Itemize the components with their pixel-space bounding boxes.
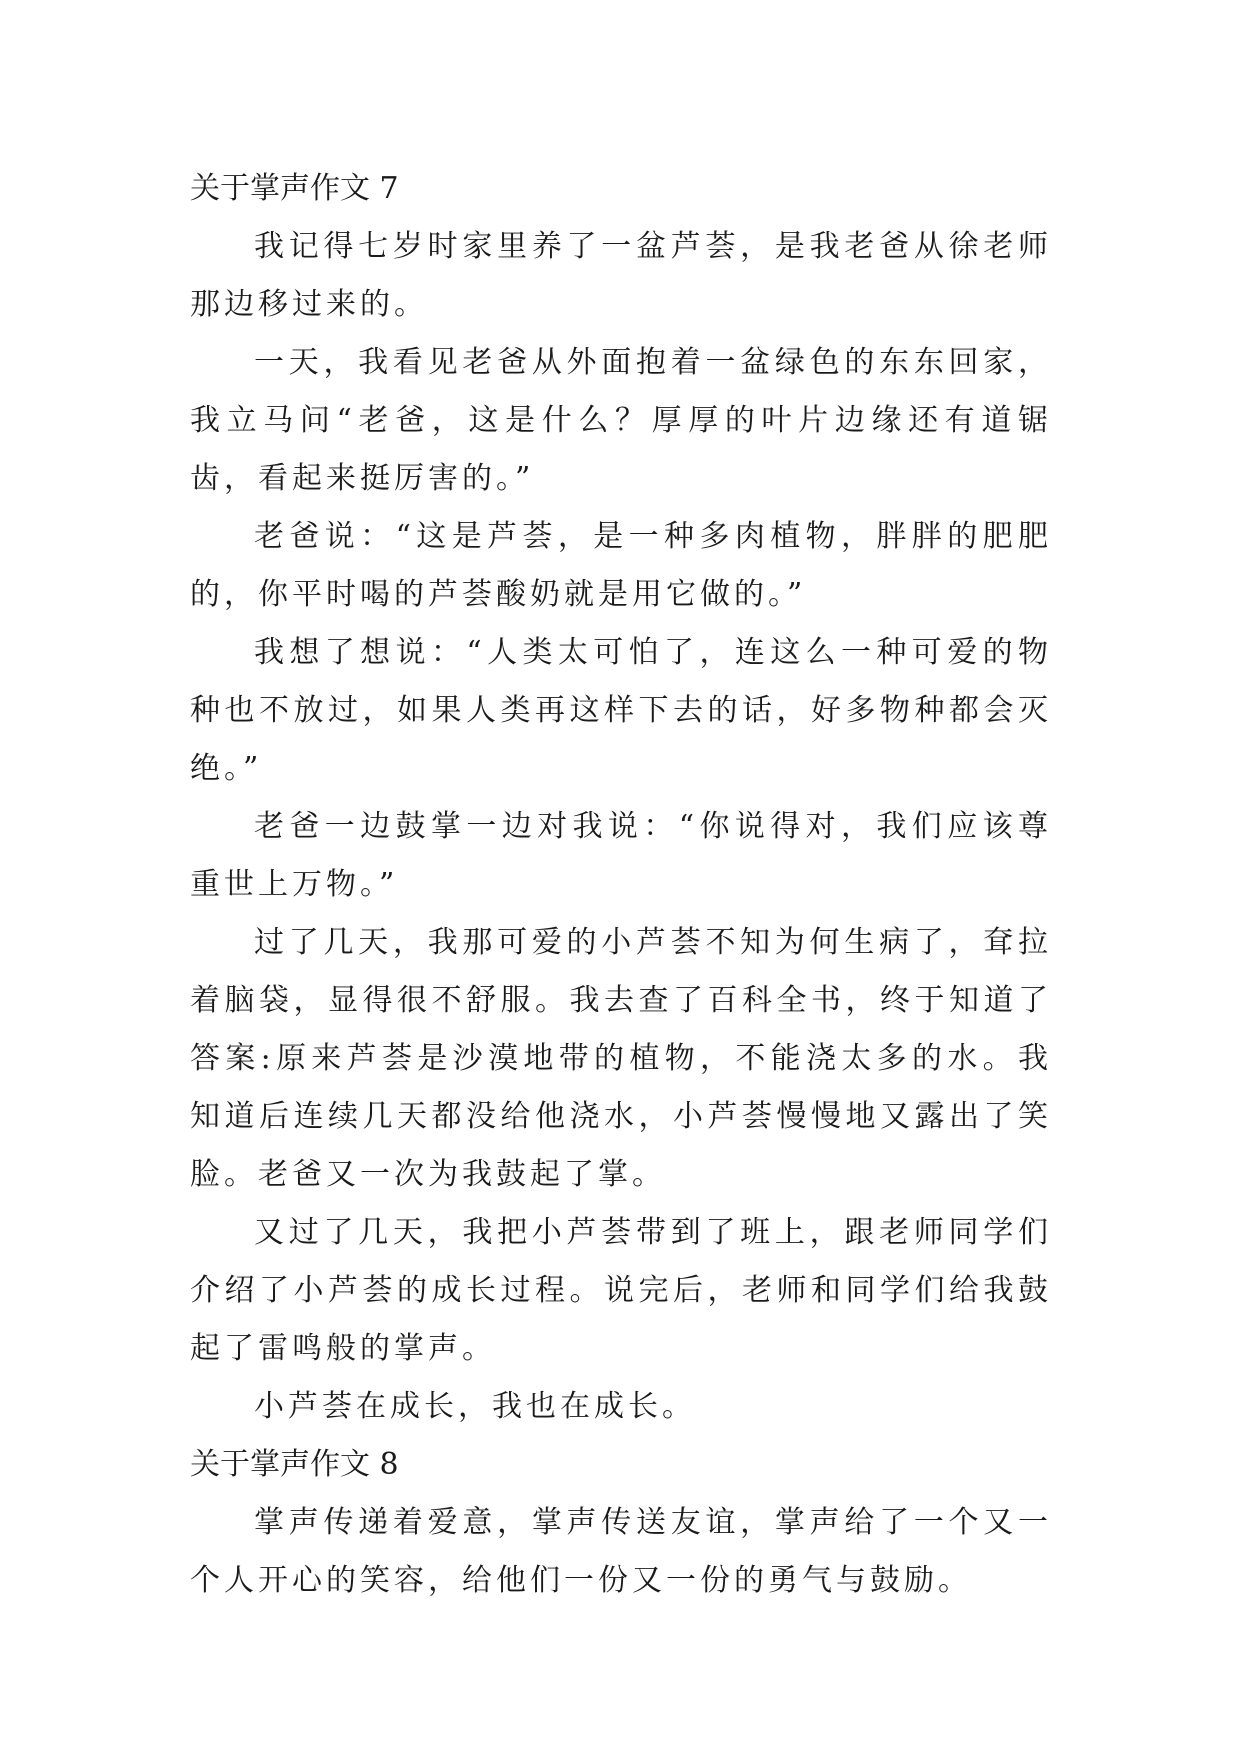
paragraph: 掌声传递着爱意，掌声传送友谊，掌声给了一个又一个人开心的笑容，给他们一份又一份的勇气与鼓励。: [190, 1505, 1052, 1598]
paragraph: 我想了想说：“人类太可怕了，连这么一种可爱的物种也不放过，如果人类再这样下去的话，好多物种都会灭绝。”: [190, 635, 1052, 786]
paragraph: 又过了几天，我把小芦荟带到了班上，跟老师同学们介绍了小芦荟的成长过程。说完后，老师和同学们给我鼓起了雷鸣般的掌声。: [190, 1215, 1052, 1366]
paragraph: 老爸一边鼓掌一边对我说：“你说得对，我们应该尊重世上万物。”: [190, 809, 1052, 902]
document-page: [190, 160, 1052, 1610]
essay-section-8: [190, 1436, 1052, 1610]
essay-section-7: [190, 160, 1052, 1436]
paragraph: 小芦荟在成长，我也在成长。: [254, 1389, 696, 1424]
paragraph: 一天，我看见老爸从外面抱着一盆绿色的东东回家，我立马问“老爸，这是什么？厚厚的叶片边缘还有道锯齿，看起来挺厉害的。”: [190, 345, 1052, 496]
section-title: 关于掌声作文 8: [190, 1447, 399, 1482]
paragraph: 过了几天，我那可爱的小芦荟不知为何生病了，耷拉着脑袋，显得很不舒服。我去查了百科全书，终于知道了答案:原来芦荟是沙漠地带的植物，不能浇太多的水。我知道后连续几天都没给他浇水，小芦荟慢慢地又露出了笑脸。老爸又一次为我鼓起了掌。: [190, 925, 1052, 1192]
paragraph: 我记得七岁时家里养了一盆芦荟，是我老爸从徐老师那边移过来的。: [190, 229, 1052, 322]
section-title: 关于掌声作文 7: [190, 171, 399, 206]
paragraph: 老爸说：“这是芦荟，是一种多肉植物，胖胖的肥肥的，你平时喝的芦荟酸奶就是用它做的。”: [190, 519, 1052, 612]
